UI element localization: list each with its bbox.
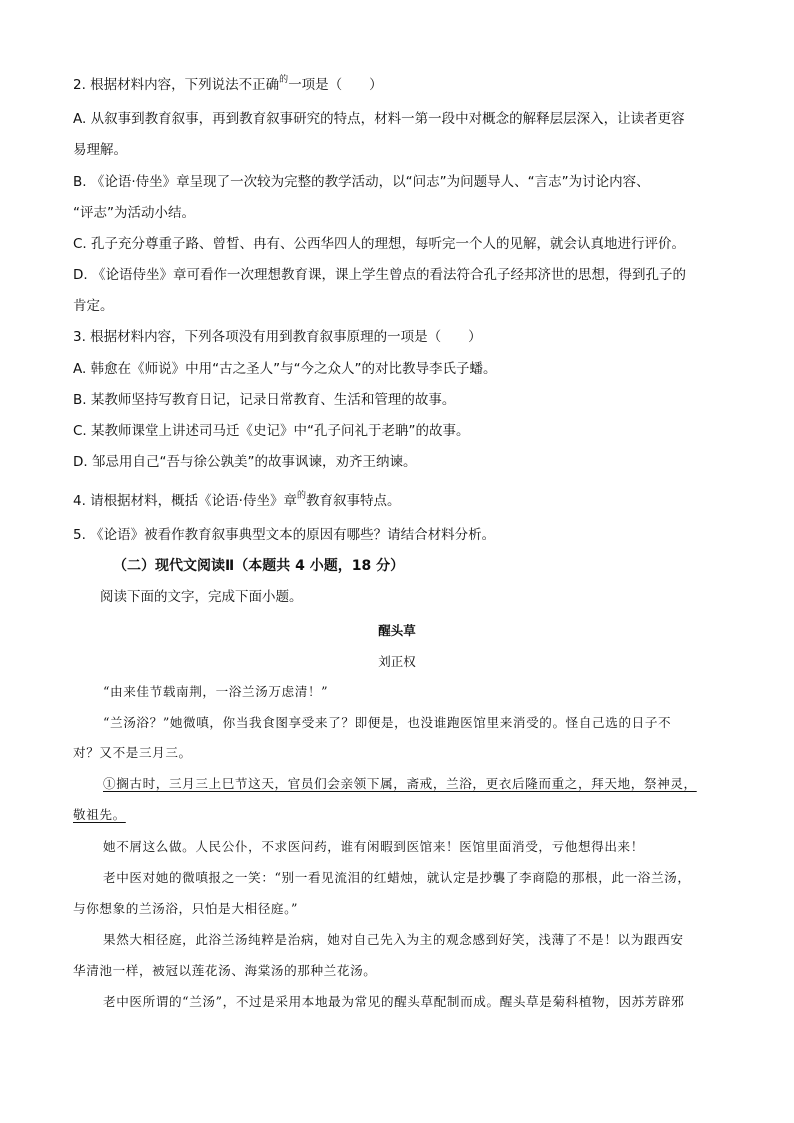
story-paragraph-4: 她不屑这么做。人民公仆，不求医问药，谁有闲暇到医馆来！医馆里面消受，亏他想得出来！ (103, 839, 644, 854)
question-3-stem: 3. 根据材料内容，下列各项没有用到教育叙事原理的一项是（ ） (73, 329, 482, 345)
question-2-option-d: D. 《论语侍坐》章可看作一次理想教育课，课上学生曾点的看法符合孔子经邦济世的思想，得到孔子的 (73, 267, 686, 283)
question-3-option-d: D. 邹忌用自己“吾与徐公孰美”的故事讽谏，劝齐王纳谏。 (73, 454, 417, 470)
question-3-option-c: C. 某教师课堂上讲述司马迁《史记》中“孔子问礼于老聃”的故事。 (73, 423, 470, 439)
section-instruction: 阅读下面的文字，完成下面小题。 (100, 589, 303, 605)
section-heading: （二）现代文阅读Ⅱ（本题共 4 小题，18 分） (113, 558, 405, 574)
story-paragraph-2-cont: 对？又不是三月三。 (73, 745, 192, 760)
question-2-option-d-cont: 肯定。 (73, 298, 114, 314)
story-author: 刘正权 (378, 654, 416, 669)
question-5-stem: 5. 《论语》被看作教育叙事典型文本的原因有哪些？请结合材料分析。 (73, 527, 496, 543)
superscript-char: 的 (279, 75, 289, 85)
question-2-option-c: C. 孔子充分尊重子路、曾晳、冉有、公西华四人的理想，每听完一个人的见解，就会认真地进行评价。 (73, 236, 686, 252)
story-paragraph-6: 果然大相径庭，此浴兰汤纯粹是治病，她对自己先入为主的观念感到好笑，浅薄了不是！以为跟西安 (103, 932, 684, 947)
question-2-stem: 2. 根据材料内容，下列说法不正确$^的$一项是（ ） (73, 75, 383, 93)
question-2-option-a: A. 从叙事到教育叙事，再到教育叙事研究的特点，材料一第一段中对概念的解释层层深入，让读者更容 (73, 111, 685, 127)
story-paragraph-1: “由来佳节载南荆，一浴兰汤万虑清！” (103, 684, 329, 699)
question-2-option-b: B. 《论语·侍坐》章呈现了一次较为完整的教学活动，以“问志”为问题导人、“言志”为讨论内容、 (73, 174, 650, 190)
story-paragraph-3-underlined-cont: 敬祖先。 (73, 807, 126, 822)
story-paragraph-5-cont: 与你想象的兰汤浴，只怕是大相径庭。” (73, 901, 299, 916)
story-paragraph-3-underlined: ①搁古时，三月三上巳节这天，官员们会亲领下属，斋戒，兰浴，更衣后隆而重之，拜天地，祭神灵， (103, 776, 697, 791)
story-paragraph-5: 老中医对她的微嗔报之一笑：“别一看见流泪的红蜡烛，就认定是抄襲了李商隐的那根，此一浴兰汤， (103, 870, 691, 885)
story-title: 醒头草 (378, 623, 416, 638)
question-4-stem: 4. 请根据材料，概括《论语·侍坐》章$^的$教育叙事特点。 (73, 491, 401, 509)
story-paragraph-2: “兰汤浴？”她微嗔，你当我食图享受来了？即便是，也没谁跑医馆里来消受的。怪自己选的日子不 (103, 715, 672, 730)
story-paragraph-6-cont: 华清池一样，被冠以莲花汤、海棠汤的那种兰花汤。 (73, 963, 377, 978)
question-3-option-a: A. 韩愈在《师说》中用“古之圣人”与“今之众人”的对比教导李氏子蟠。 (73, 361, 497, 377)
story-paragraph-7: 老中医所谓的“兰汤”，不过是采用本地最为常见的醒头草配制而成。醒头草是菊科植物，因苏芳辟邪 (103, 994, 685, 1009)
question-3-option-b: B. 某教师坚持写教育日记，记录日常教育、生活和管理的故事。 (73, 392, 456, 408)
question-2-option-a-cont: 易理解。 (73, 142, 127, 158)
superscript-char: 的 (296, 491, 306, 501)
question-2-option-b-cont: “评志”为活动小结。 (73, 205, 195, 221)
